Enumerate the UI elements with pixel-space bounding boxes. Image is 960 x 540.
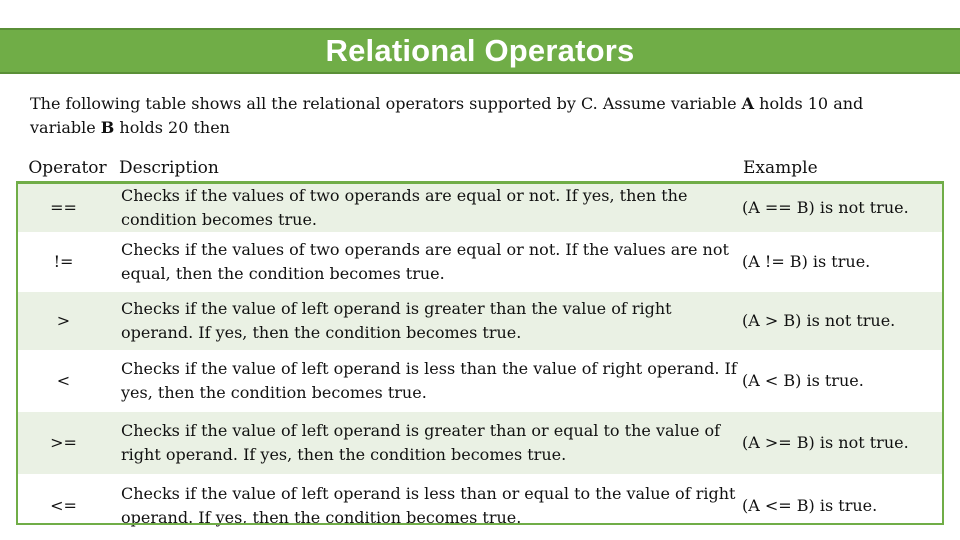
operator-cell: <=: [16, 475, 119, 537]
description-cell: Checks if the value of left operand is greater than or equal to the value of right operand. If yes, then the condition becomes true.: [119, 411, 739, 475]
description-cell: Checks if the value of left operand is greater than the value of right operand. If yes, then the condition becomes true.: [119, 291, 739, 351]
operator-cell: ==: [16, 183, 119, 234]
header-example: Example: [739, 155, 944, 183]
operators-table: [16, 155, 944, 538]
table-row: [16, 291, 944, 351]
intro-text-3: holds 20 then: [114, 118, 230, 137]
description-cell: Checks if the value of left operand is less than or equal to the value of right operand. If yes, then the condition becomes true.: [119, 475, 739, 537]
table-header-row: [16, 155, 944, 183]
example-cell: (A >= B) is not true.: [739, 411, 944, 475]
operators-table-container: [16, 155, 944, 525]
table-row: [16, 475, 944, 537]
header-operator: Operator: [16, 155, 119, 183]
example-cell: (A != B) is true.: [739, 233, 944, 291]
operator-cell: <: [16, 351, 119, 411]
table-row: [16, 183, 944, 234]
description-cell: Checks if the value of left operand is less than the value of right operand. If yes, then the condition becomes true.: [119, 351, 739, 411]
table-row: [16, 351, 944, 411]
intro-var-b: B: [100, 118, 115, 137]
intro-paragraph: [30, 92, 930, 140]
operator-cell: >: [16, 291, 119, 351]
slide-title: Relational Operators: [325, 33, 635, 68]
intro-var-a: A: [741, 94, 755, 113]
example-cell: (A == B) is not true.: [739, 183, 944, 234]
operator-cell: !=: [16, 233, 119, 291]
header-description: Description: [119, 155, 739, 183]
intro-text-1: The following table shows all the relational operators supported by C. Assume variable: [30, 94, 742, 113]
table-row: [16, 411, 944, 475]
description-cell: Checks if the values of two operands are equal or not. If the values are not equal, then the condition becomes true.: [119, 233, 739, 291]
description-cell: Checks if the values of two operands are equal or not. If yes, then the condition becomes true.: [119, 183, 739, 234]
operator-cell: >=: [16, 411, 119, 475]
table-row: [16, 233, 944, 291]
example-cell: (A < B) is true.: [739, 351, 944, 411]
example-cell: (A > B) is not true.: [739, 291, 944, 351]
example-cell: (A <= B) is true.: [739, 475, 944, 537]
title-bar: [0, 28, 960, 74]
intro-text-2: holds 10 and variable: [30, 94, 864, 137]
